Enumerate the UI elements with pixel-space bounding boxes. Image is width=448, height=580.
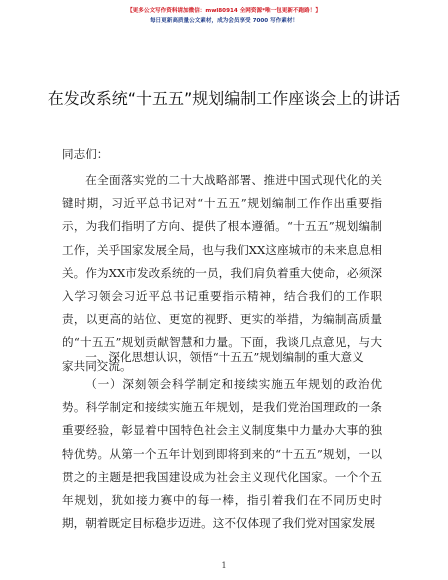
promo-banner-line-2: 每日更新高质量公文素材，成为会员享受 7000 写作素材！: [149, 18, 299, 24]
section-heading-1: 一、深化思想认识，领悟“十五五”规划编制的重大意义: [85, 350, 364, 364]
body-paragraph-2: （一）深刻领会科学制定和接续实施五年规划的政治优势。科学制定和接续实施五年规划，是我们党治国理政的一条重要经验，彰显着中国特色社会主义制度集中力量办大事的独特优势。从第一个五年计划到即将到来的“十五五”规划，一以贯之的主题是把我国建设成为社会主义现代化国家。一个个五年规划，犹如接力赛中的每一棒，指引着我们在不同历史时期，朝着既定目标稳步迈进。这不仅体现了我们党对国家发展: [62, 377, 382, 531]
document-title: 在发改系统“十五五”规划编制工作座谈会上的讲话: [47, 89, 401, 108]
body-paragraph-1: 在全面落实党的二十大战略部署、推进中国式现代化的关键时期，习近平总书记对“十五五”规划编制工作作出重要指示，为我们指明了方向、提供了根本遵循。“十五五”规划编制工作，关乎国家发展全局，也与我们XX这座城市的未来息息相关。作为XX市发改系统的一员，我们肩负着重大使命，必须深入学习领会习近平总书记重要指示精神，结合我们的工作职责，以更高的站位、更宽的视野、更实的举措，为编制高质量的“十五五”规划贡献智慧和力量。下面，我谈几点意见，与大家共同交流。: [62, 173, 382, 373]
promo-banner-line-1: 【更多公文写作资料请加微信：mwl80914 全网资源*唯一包更新不跑路！】: [127, 8, 321, 14]
promo-banner: [0, 6, 448, 26]
salutation: 同志们：: [62, 147, 109, 161]
page-number: 1: [221, 561, 227, 570]
